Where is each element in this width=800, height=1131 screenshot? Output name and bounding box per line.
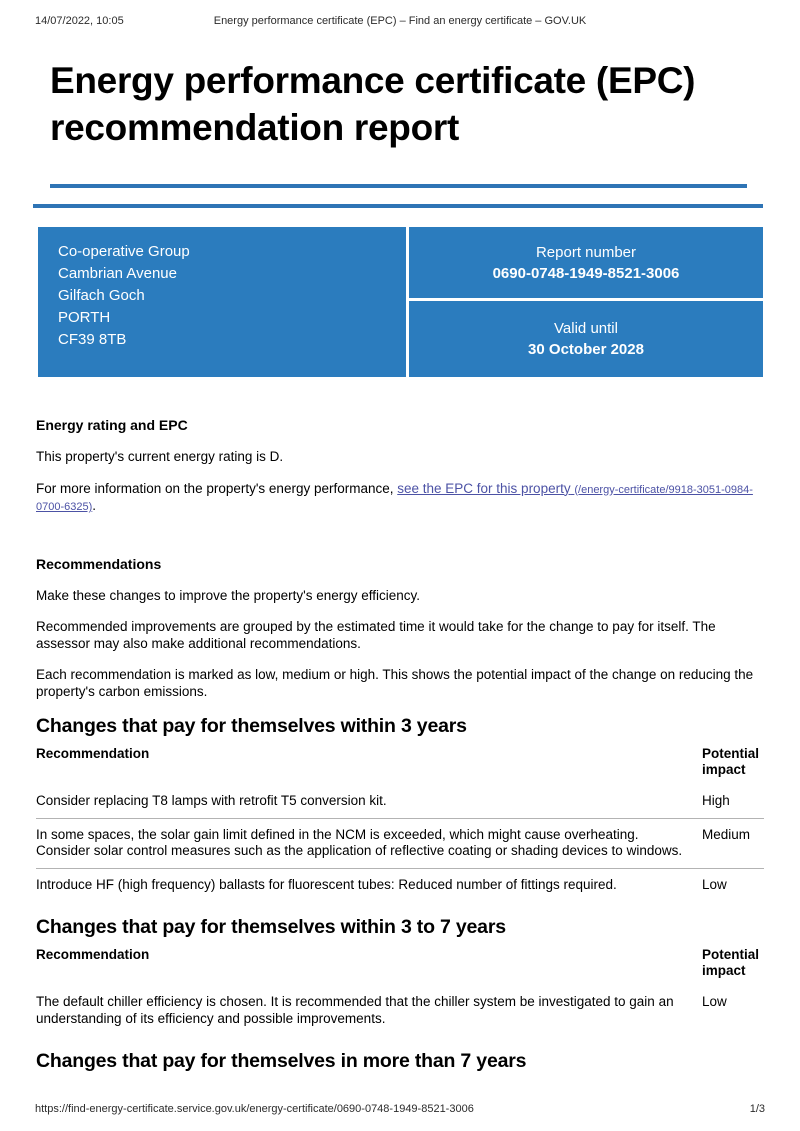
divider-bottom [33, 204, 763, 208]
address-line: CF39 8TB [58, 331, 127, 348]
table-row [36, 986, 764, 1035]
more-info-prefix: For more information on the property's energy performance, [36, 480, 398, 496]
more-info-paragraph [36, 481, 764, 516]
recommendation-cell: Introduce HF (high frequency) ballasts for fluorescent tubes: Reduced number of fittings required. [36, 876, 617, 892]
summary-panel [38, 227, 763, 377]
recommendations-paragraph: Make these changes to improve the property's energy efficiency. [36, 587, 421, 603]
print-header [35, 15, 765, 29]
column-header-recommendation: Recommendation [36, 746, 150, 761]
epc-link-text: see the EPC for this property [397, 480, 571, 496]
impact-cell: High [702, 793, 730, 808]
section-heading-3-to-7-years: Changes that pay for themselves within 3 to 7 years [36, 916, 506, 938]
table-row [36, 819, 764, 869]
current-rating-text: This property's current energy rating is D. [36, 449, 284, 464]
column-header-impact: Potential impact [702, 746, 760, 777]
column-header-impact: Potential impact [702, 947, 760, 978]
recommendations-paragraph: Each recommendation is marked as low, medium or high. This shows the potential impact of the change on reducing the property's carbon emissions. [36, 667, 754, 699]
print-doc-title: Energy performance certificate (EPC) – Find an energy certificate – GOV.UK [213, 15, 587, 27]
recommendation-cell: In some spaces, the solar gain limit defined in the NCM is exceeded, which might cause overheating. Consider solar control measures such as the application of reflective coating or shading devices to windows. [36, 826, 683, 858]
table-row [36, 785, 764, 819]
recommendation-cell: Consider replacing T8 lamps with retrofit T5 conversion kit. [36, 793, 387, 808]
address-line: Co-operative Group [58, 243, 190, 260]
section-heading-3-years: Changes that pay for themselves within 3 years [36, 715, 467, 737]
address-line: PORTH [58, 309, 111, 326]
print-datetime: 14/07/2022, 10:05 [35, 15, 124, 27]
main-content [36, 417, 764, 1073]
recommendations-heading: Recommendations [36, 555, 162, 572]
footer-url: https://find-energy-certificate.service.gov.uk/energy-certificate/0690-0748-1949-8521-3006 [35, 1103, 474, 1115]
valid-until-box [409, 301, 763, 377]
valid-until-label: Valid until [554, 320, 618, 337]
epc-link-url-text: (/energy-certificate/9918-3051-0984-0700-6325) [36, 483, 753, 513]
divider-top [50, 184, 747, 188]
table-header [36, 746, 764, 785]
footer-page-number: 1/3 [749, 1103, 765, 1115]
recommendations-paragraph: Recommended improvements are grouped by the estimated time it would take for the change to pay for itself. The assessor may also make additional recommendations. [36, 619, 716, 651]
valid-until-value: 30 October 2028 [528, 341, 644, 358]
energy-rating-heading: Energy rating and EPC [36, 417, 188, 433]
sentence-period: . [92, 498, 97, 513]
report-number-label: Report number [535, 243, 637, 261]
column-header-recommendation: Recommendation [36, 947, 150, 962]
section-heading-more-than-7-years: Changes that pay for themselves in more than 7 years [36, 1050, 527, 1072]
page-title: Energy performance certificate (EPC) recommendation report [50, 60, 696, 148]
impact-cell: Low [702, 876, 727, 892]
impact-cell: Low [702, 994, 727, 1009]
property-address [38, 227, 406, 377]
print-footer [35, 1103, 765, 1115]
table-header [36, 947, 764, 986]
report-number-box [409, 227, 763, 298]
recommendation-cell: The default chiller efficiency is chosen. It is recommended that the chiller system be investigated to gain an understanding of its efficiency and possible improvements. [36, 994, 674, 1026]
table-row [36, 869, 764, 902]
report-number-value: 0690-0748-1949-8521-3006 [492, 264, 680, 282]
impact-cell: Medium [702, 826, 751, 842]
summary-right-column [409, 227, 763, 377]
address-line: Cambrian Avenue [58, 265, 177, 282]
address-line: Gilfach Goch [58, 287, 145, 304]
